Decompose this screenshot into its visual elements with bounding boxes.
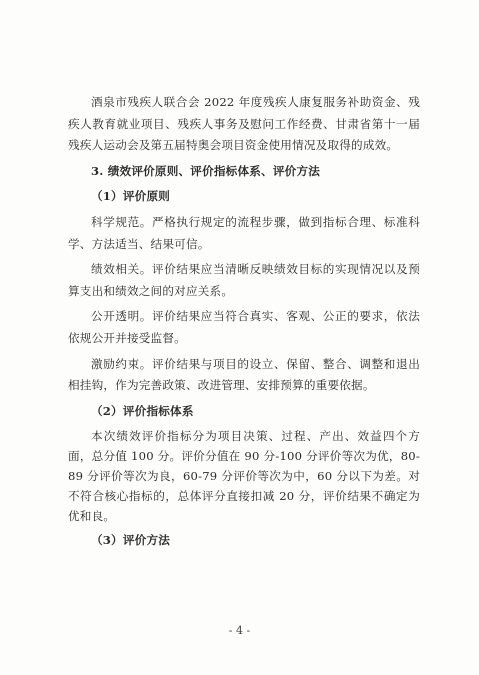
subheading-evaluation-principles: （1）评价原则 bbox=[91, 189, 171, 204]
paragraph-indicator-details: 本次绩效评价指标分为项目决策、过程、产出、效益四个方面，总分值 100 分。评价分值在 90 分-100 分评价等次为优，80-89 分评价等次为良，60-79 分评价等次为中，60 分以下为差。对不符合核心指标的，总体评分直接扣减 20 分，评价结果不确定为优和良。 bbox=[68, 429, 420, 524]
subheading-indicator-system: （2）评价指标体系 bbox=[91, 403, 194, 418]
paragraph-scientific: 科学规范。严格执行规定的流程步骤，做到指标合理、标准科学、方法适当、结果可信。 bbox=[68, 214, 420, 251]
subheading-evaluation-methods: （3）评价方法 bbox=[91, 533, 171, 548]
paragraph-intro: 酒泉市残疾人联合会 2022 年度残疾人康复服务补助资金、残疾人教育就业项目、残疾人事务及慰问工作经费、甘肃省第十一届残疾人运动会及第五届特奥会项目资金使用情况及取得的成效。 bbox=[68, 95, 420, 153]
document-body bbox=[68, 92, 420, 556]
paragraph-transparency: 公开透明。评价结果应当符合真实、客观、公正的要求，依法依规公开并接受监督。 bbox=[68, 309, 420, 345]
paragraph-incentive: 激励约束。评价结果与项目的设立、保留、整合、调整和退出相挂钩，作为完善政策、改进管理、安排预算的重要依据。 bbox=[68, 356, 420, 393]
paragraph-performance: 绩效相关。评价结果应当清晰反映绩效目标的实现情况以及预算支出和绩效之间的对应关系。 bbox=[68, 262, 420, 298]
page-number: - 4 - bbox=[228, 624, 251, 637]
section-heading-3: 3. 绩效评价原则、评价指标体系、评价方法 bbox=[91, 163, 321, 178]
